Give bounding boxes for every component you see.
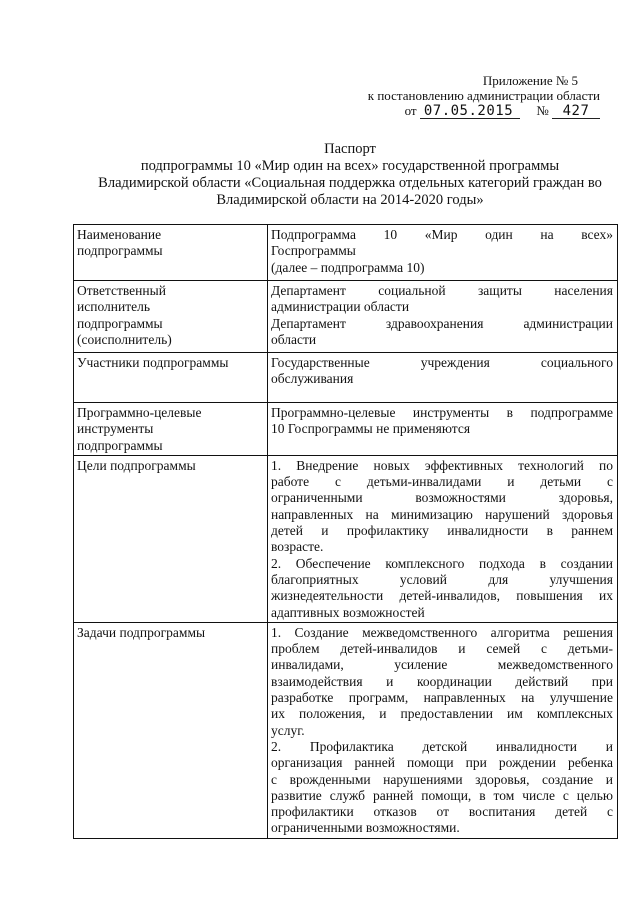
table-row	[74, 353, 618, 403]
resolution-number: 427	[552, 104, 600, 119]
number-label: №	[536, 103, 549, 118]
table-row	[74, 281, 618, 353]
from-label: от	[404, 103, 417, 118]
table-row	[74, 455, 618, 622]
title-line-4: Владимирской области на 2014-2020 годы»	[216, 192, 484, 208]
table-row	[74, 622, 618, 838]
row-value: Программно-целевые инструменты в подпрограмме 10 Госпрограммы не применяются	[268, 403, 618, 456]
row-label: Цели подпрограммы	[74, 455, 268, 622]
title-line-2: подпрограммы 10 «Мир один на всех» государственной программы	[140, 158, 560, 174]
row-value: Государственные учреждения социального обслуживания	[268, 353, 618, 403]
row-value: Подпрограмма 10 «Мир один на всех» Госпрограммы (далее – подпрограмма 10)	[268, 225, 618, 281]
resolution-reference: к постановлению администрации области	[367, 88, 600, 103]
row-label: Наименование подпрограммы	[74, 225, 268, 281]
title-line-3: Владимирской области «Социальная поддержка отдельных категорий граждан во	[98, 175, 602, 191]
table-row	[74, 225, 618, 281]
row-value: 1. Внедрение новых эффективных технологий по работе с детьми-инвалидами и детьми с ограниченными возможностями здоровья, направленных на минимизацию нарушений здоровья детей и профилактику инвалидности в раннем возрасте. 2. Обеспечение комплексного подхода в создании благоприятных условий для улучшения жизнедеятельности детей-инвалидов, повышения их адаптивных возможностей	[268, 455, 618, 622]
appendix-number: Приложение № 5	[482, 73, 578, 88]
row-label: Задачи подпрограммы	[74, 622, 268, 838]
row-label: Программно-целевые инструменты подпрограммы	[74, 403, 268, 456]
row-value: Департамент социальной защиты населения администрации области Департамент здравоохранения администрации области	[268, 281, 618, 353]
document-title	[70, 141, 630, 209]
resolution-date-number	[320, 103, 600, 119]
resolution-date: 07.05.2015	[420, 104, 520, 119]
row-label: Участники подпрограммы	[74, 353, 268, 403]
row-value: 1. Создание межведомственного алгоритма решения проблем детей-инвалидов и семей с детьми- инвалидами, усиление межведомственного взаимодействия и координации действий при разработке программ, направленных на улучшение их положения, и предоставлении им комплексных услуг. 2. Профилактика детской инвалидности и организация ранней помощи при рождении ребенка с врожденными нарушениями здоровья, создание и развитие служб ранней помощи, в том числе с целью профилактики отказов от воспитания детей с ограниченными возможностями.	[268, 622, 618, 838]
row-label: Ответственный исполнитель подпрограммы (соисполнитель)	[74, 281, 268, 353]
title-line-1: Паспорт	[324, 141, 376, 157]
table-row	[74, 403, 618, 456]
passport-table	[73, 224, 618, 839]
appendix-header	[320, 73, 600, 119]
